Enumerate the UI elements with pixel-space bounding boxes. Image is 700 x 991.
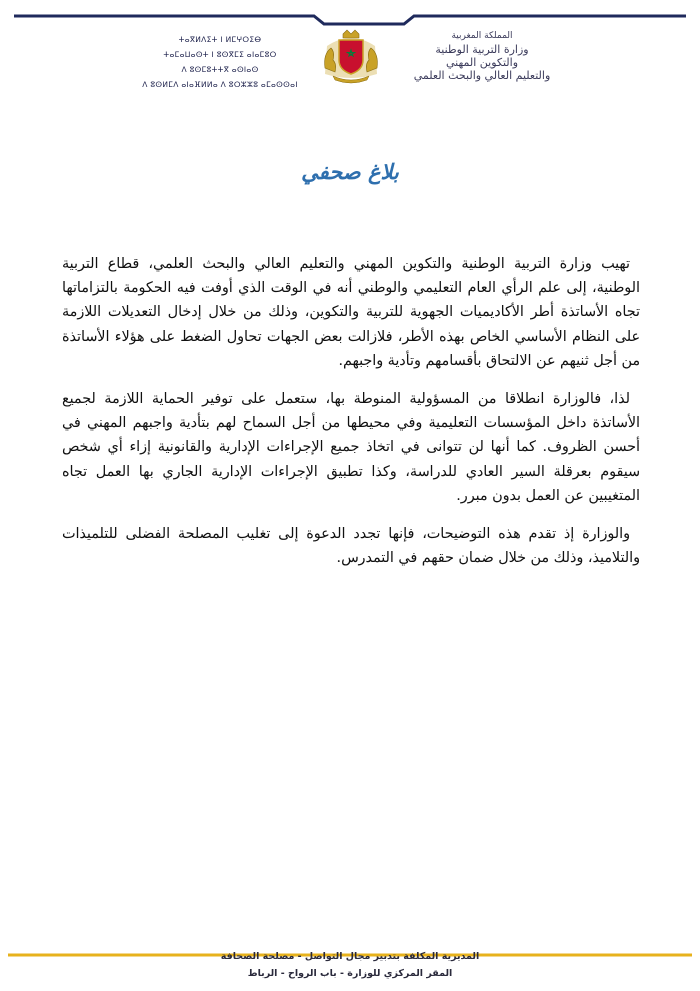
- coat-of-arms-emblem: [319, 28, 383, 84]
- tifinagh-line: ⵜⴰⵎⴰⵡⴰⵙⵜ ⵏ ⵓⵙⴳⵎⵉ ⴰⵏⴰⵎⵓⵔ: [163, 50, 277, 59]
- footer-address: المقر المركزي للوزارة - باب الرواح - الرباط: [247, 968, 453, 979]
- body-paragraph: تهيب وزارة التربية الوطنية والتكوين المهني والتعليم العالي والبحث العلمي، قطاع التربية الوطنية، إلى علم الرأي العام التعليمي والوطني أنه في الوقت الذي أوفت فيه الحكومة بالتزاماتها تجاه الأساتذة أطر الأكاديميات الجهوية للتربية والتكوين، وذلك من خلال إدخال التعديلات اللازمة على النظام الأساسي الخاص بهذه الأطر، فلازالت بعض الجهات تحاول الضغط على هؤلاء الأساتذة من أجل ثنيهم عن الالتحاق بأقسامهم وتأدية واجبهم.: [62, 256, 640, 369]
- tifinagh-line: ⴷ ⵓⵙⵎⵓⵜⵜⴳ ⴰⵙⵏⴰⵙ: [181, 65, 259, 74]
- body-paragraph: لذا، فالوزارة انطلاقا من المسؤولية المنوطة بها، ستعمل على توفير الحماية اللازمة لجميع الأساتذة داخل المؤسسات التعليمية وفي محيطها من أجل السماح لهم بتأدية واجبهم المهني في أحسن الظروف. كما أنها لن تتوانى في اتخاذ جميع الإجراءات الإدارية والقانونية إزاء أي شخص سيقوم بعرقلة السير العادي للدراسة، وكذا تطبيق الإجراءات الإدارية الجاري بها العمل تجاه المتغيبين عن العمل بدون مبرر.: [62, 391, 640, 504]
- footer-directorate: المديرية المكلفة بتدبير مجال التواصل - مصلحة الصحافة: [220, 951, 480, 962]
- header-rule: [14, 12, 686, 26]
- ministry-arabic-header: [407, 30, 557, 82]
- tifinagh-header: [130, 32, 310, 92]
- document-body: [62, 252, 640, 584]
- ministry-arabic-line: المملكة المغربية: [451, 31, 513, 41]
- ministry-arabic-line: والتكوين المهني: [445, 56, 519, 69]
- document-title: بلاغ صحفي: [301, 160, 399, 184]
- ministry-arabic-line: وزارة التربية الوطنية: [435, 43, 529, 56]
- body-paragraph: والوزارة إذ تقدم هذه التوضيحات، فإنها تجدد الدعوة إلى تغليب المصلحة الفضلى للتلميذات والتلاميذ، وذلك من خلال ضمان حقهم في التمدرس.: [62, 526, 640, 567]
- tifinagh-line: ⵜⴰⴳⵍⴷⵉⵜ ⵏ ⵍⵎⵖⵔⵉⴱ: [178, 35, 262, 44]
- footer: [0, 948, 700, 982]
- ministry-arabic-line: والتعليم العالي والبحث العلمي: [413, 69, 551, 82]
- tifinagh-line: ⴷ ⵓⵙⵍⵎⴷ ⴰⵏⴰⴼⵍⵍⴰ ⴷ ⵓⵔⵣⵣⵓ ⴰⵎⴰⵙⵙⴰⵏ: [142, 80, 298, 89]
